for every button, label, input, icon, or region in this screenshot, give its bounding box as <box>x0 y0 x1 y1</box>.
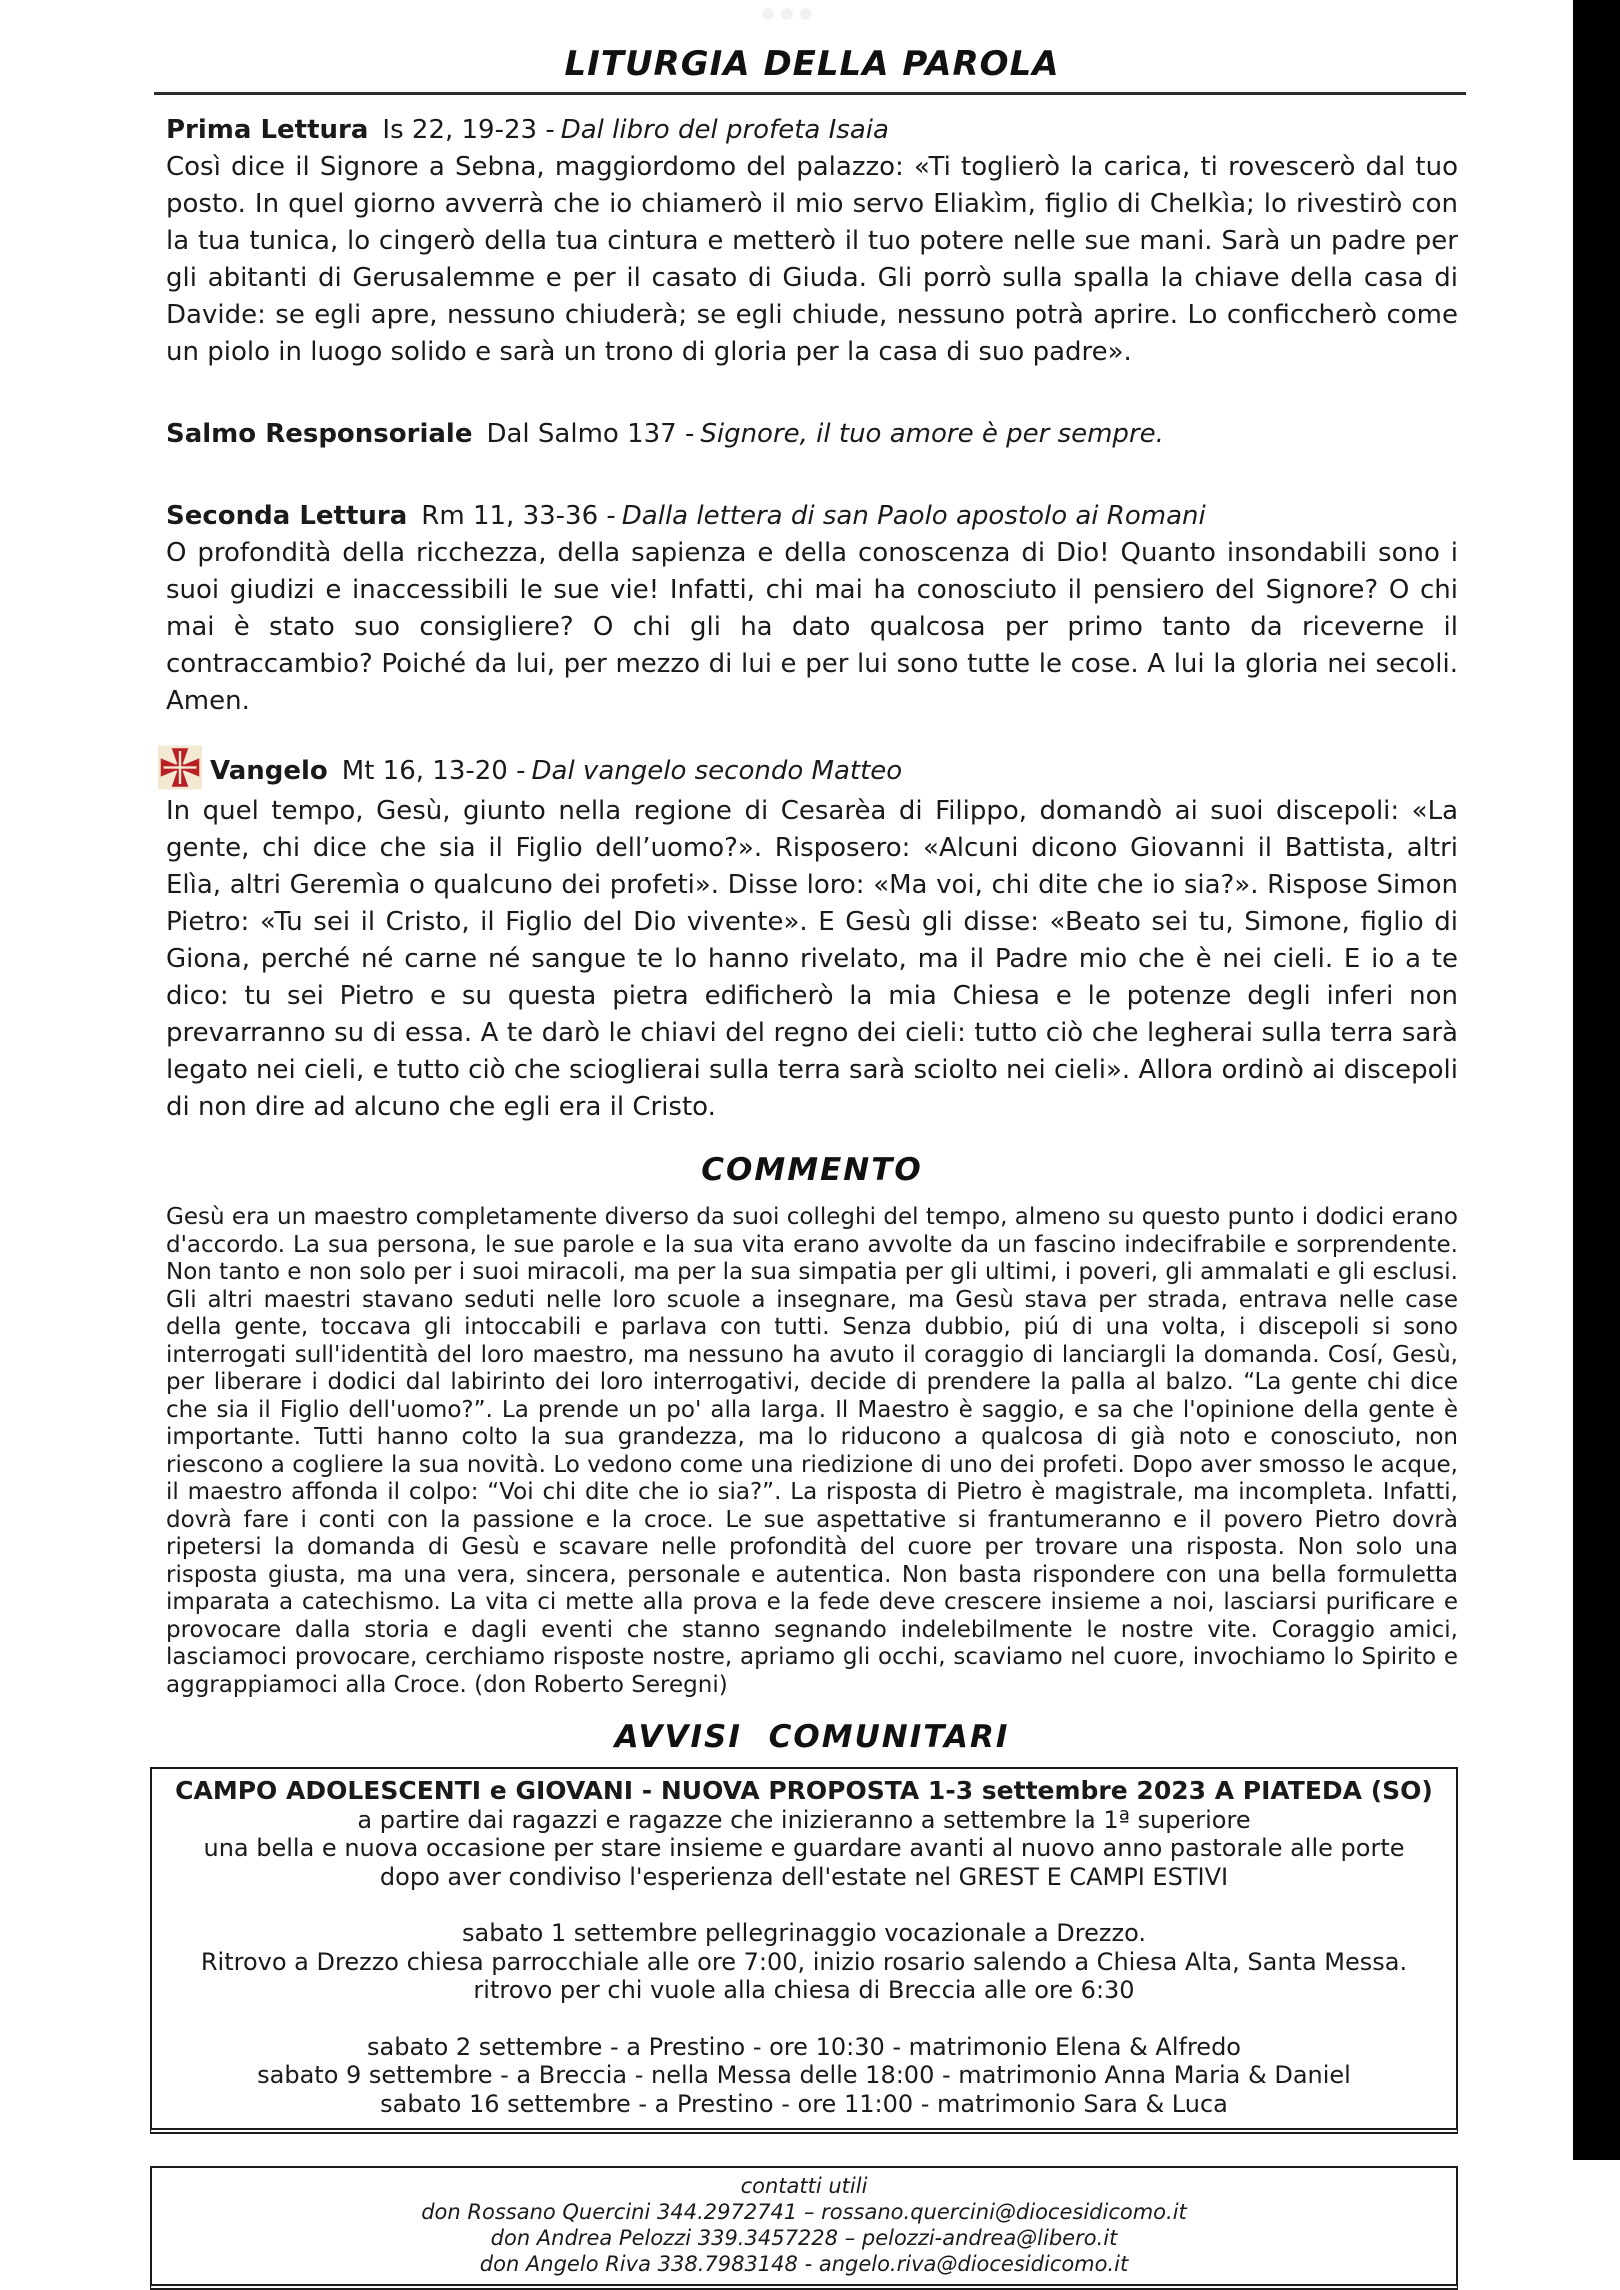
notice-line: dopo aver condiviso l'esperienza dell'estate nel GREST E CAMPI ESTIVI <box>379 1862 1229 1891</box>
gospel-ref: Mt 16, 13-20 - <box>341 755 526 786</box>
commento-text: Gesù era un maestro completamente diverso da suoi colleghi del tempo, almeno su questo punto i dodici erano d'accordo. La sua persona, le sue parole e la sua vita erano avvolte da un fascino indecifrabile e sorprendente. Non tanto e non solo per i suoi miracoli, ma per la sua simpatia per gli ultimi, i poveri, gli ammalati e gli esclusi. Gli altri maestri stavano seduti nelle loro scuole a insegnare, ma Gesù stava per strada, entrava nelle case della gente, toccava gli intoccabili e parlava con tutti. Senza dubbio, piú di una volta, i discepoli si sono interrogati sull'identità del loro maestro, ma nessuno ha avuto il coraggio di lanciargli la domanda. Cosí, Gesù, per liberare i dodici dal labirinto dei loro interrogativi, decide di prendere la palla al balzo. “La gente chi dice che sia il Figlio dell'uomo?”. La prende un po' alla larga. Il Maestro è saggio, e sa che l'opinione della gente è importante. Tutti hanno colto la sua grandezza, ma lo riducono a qualcosa di già noto e conosciuto, non riescono a cogliere la sua novità. Lo vedono come una riedizione di uno dei profeti. Dopo aver smosso le acque, il maestro affonda il colpo: “Voi chi dite che io sia?”. La risposta di Pietro è magistrale, ma incompleta. Infatti, dovrà fare i conti con la passione e la croce. Le sue aspettative si frantumeranno e il povero Pietro dovrà ripetersi la domanda di Gesù e scavare nelle profondità del cuore per trovare una risposta. Non solo una risposta giusta, ma una vera, sincera, personale e autentica. Non basta rispondere con una bella formuletta imparata a catechismo. La vita ci mette alla prova e la fede deve crescere insieme a noi, lasciarsi purificare e provocare dalla storia e dagli eventi che stanno segnando indelebilmente le nostre vite. Coraggio amici, lasciamoci provocare, cerchiamo risposte nostre, apriamo gli occhi, scaviamo nel cuore, invochiamo lo Spirito e aggrappiamoci alla Croce. (don Roberto Seregni) <box>166 1204 1458 1698</box>
contact-line: don Rossano Quercini 344.2972741 – rossano.quercini@diocesidicomo.it <box>421 2200 1187 2224</box>
contact-line: don Andrea Pelozzi 339.3457228 – pelozzi-andrea@libero.it <box>490 2226 1118 2250</box>
title-divider <box>154 92 1466 95</box>
psalm-label: Salmo Responsoriale <box>166 419 473 449</box>
notice-line: sabato 1 settembre pellegrinaggio vocazionale a Drezzo. <box>462 1919 1146 1947</box>
commento-title: COMMENTO <box>701 1152 923 1188</box>
first-reading-source: Dal libro del profeta Isaia <box>560 115 889 145</box>
bulletin-page <box>166 0 1458 2290</box>
gospel-heading <box>166 750 1458 791</box>
notice-line: ritrovo per chi vuole alla chiesa di Breccia alle ore 6:30 <box>473 1976 1135 2004</box>
contact-line: don Angelo Riva 338.7983148 - angelo.riva@diocesidicomo.it <box>479 2252 1129 2276</box>
camp-announcement-heading: CAMPO ADOLESCENTI e GIOVANI - NUOVA PROPOSTA 1-3 settembre 2023 A PIATEDA (SO) <box>175 1776 1433 1805</box>
notice-line: sabato 16 settembre - a Prestino - ore 11:00 - matrimonio Sara & Luca <box>380 2089 1228 2118</box>
psalm-heading <box>166 417 1458 451</box>
contacts-box <box>150 2166 1458 2290</box>
first-reading-label: Prima Lettura <box>166 115 369 145</box>
first-reading-heading <box>166 113 1458 147</box>
notice-line: a partire dai ragazzi e ragazze che inizieranno a settembre la 1ª superiore <box>357 1805 1251 1834</box>
notice-line: Ritrovo a Drezzo chiesa parrocchiale alle ore 7:00, inizio rosario salendo a Chiesa Alta, Santa Messa. <box>200 1947 1408 1976</box>
notice-line: sabato 9 settembre - a Breccia - nella Messa delle 18:00 - matrimonio Anna Maria & Daniel <box>257 2061 1351 2089</box>
red-cross-icon <box>158 744 202 791</box>
first-reading-ref: Is 22, 19-23 - <box>382 115 555 145</box>
notice-line: sabato 2 settembre - a Prestino - ore 10:30 - matrimonio Elena & Alfredo <box>367 2032 1241 2061</box>
psalm-ref: Dal Salmo 137 - <box>486 419 695 449</box>
spacer <box>164 2005 1444 2033</box>
second-reading-source: Dalla lettera di san Paolo apostolo ai Romani <box>621 501 1206 531</box>
first-reading-text: Così dice il Signore a Sebna, maggiordomo del palazzo: «Ti toglierò la carica, ti rovescerò dal tuo posto. In quel giorno avverrà che io chiamerò il mio servo Eliakìm, figlio di Chelkìa; lo rivestirò con la tua tunica, lo cingerò della tua cintura e metterò il tuo potere nelle sue mani. Sarà un padre per gli abitanti di Gerusalemme e per il casato di Giuda. Gli porrò sulla spalla la chiave della casa di Davide: se egli apre, nessuno chiuderà; se egli chiude, nessuno potrà aprire. Lo conficcherò come un piolo in luogo solido e sarà un trono di gloria per la casa di suo padre». <box>166 152 1458 367</box>
psalm-antiphon: Signore, il tuo amore è per sempre. <box>700 419 1164 449</box>
spacer <box>164 1891 1444 1919</box>
gospel-text: In quel tempo, Gesù, giunto nella regione di Cesarèa di Filippo, domandò ai suoi discepoli: «La gente, chi dice che sia il Figlio dell’uomo?». Risposero: «Alcuni dicono Giovanni il Battista, altri Elìa, altri Geremìa o qualcuno dei profeti». Disse loro: «Ma voi, chi dite che io sia?». Rispose Simon Pietro: «Tu sei il Cristo, il Figlio del Dio vivente». E Gesù gli disse: «Beato sei tu, Simone, figlio di Giona, perché né carne né sangue te lo hanno rivelato, ma il Padre mio che è nei cieli. E io a te dico: tu sei Pietro e su questa pietra edificherò la mia Chiesa e le potenze degli inferi non prevarranno su di essa. A te darò le chiavi del regno dei cieli: tutto ciò che legherai sulla terra sarà legato nei cieli, e tutto ciò che scioglierai sulla terra sarà sciolto nei cieli». Allora ordinò ai discepoli di non dire ad alcuno che egli era il Cristo. <box>166 796 1458 1122</box>
second-reading-text: O profondità della ricchezza, della sapienza e della conoscenza di Dio! Quanto insondabili sono i suoi giudizi e inaccessibili le sue vie! Infatti, chi mai ha conosciuto il pensiero del Signore? O chi mai è stato suo consigliere? O chi gli ha dato qualcosa per primo tanto da riceverne il contraccambio? Poiché da lui, per mezzo di lui e per lui sono tutte le cose. A lui la gloria nei secoli. Amen. <box>166 538 1458 716</box>
gospel-source: Dal vangelo secondo Matteo <box>531 755 903 786</box>
contacts-title: contatti utili <box>740 2174 868 2198</box>
second-reading-label: Seconda Lettura <box>166 501 408 531</box>
avvisi-title: AVVISI COMUNITARI <box>614 1719 1010 1755</box>
gospel-label: Vangelo <box>210 755 328 786</box>
page-title: LITURGIA DELLA PAROLA <box>564 44 1060 84</box>
second-reading-ref: Rm 11, 33-36 - <box>421 501 616 531</box>
notice-line: una bella e nuova occasione per stare insieme e guardare avanti al nuovo anno pastorale alle porte <box>203 1834 1405 1862</box>
community-notices-box <box>150 1767 1458 2134</box>
scan-edge-black-band <box>1573 0 1620 2160</box>
second-reading-heading <box>166 499 1458 533</box>
